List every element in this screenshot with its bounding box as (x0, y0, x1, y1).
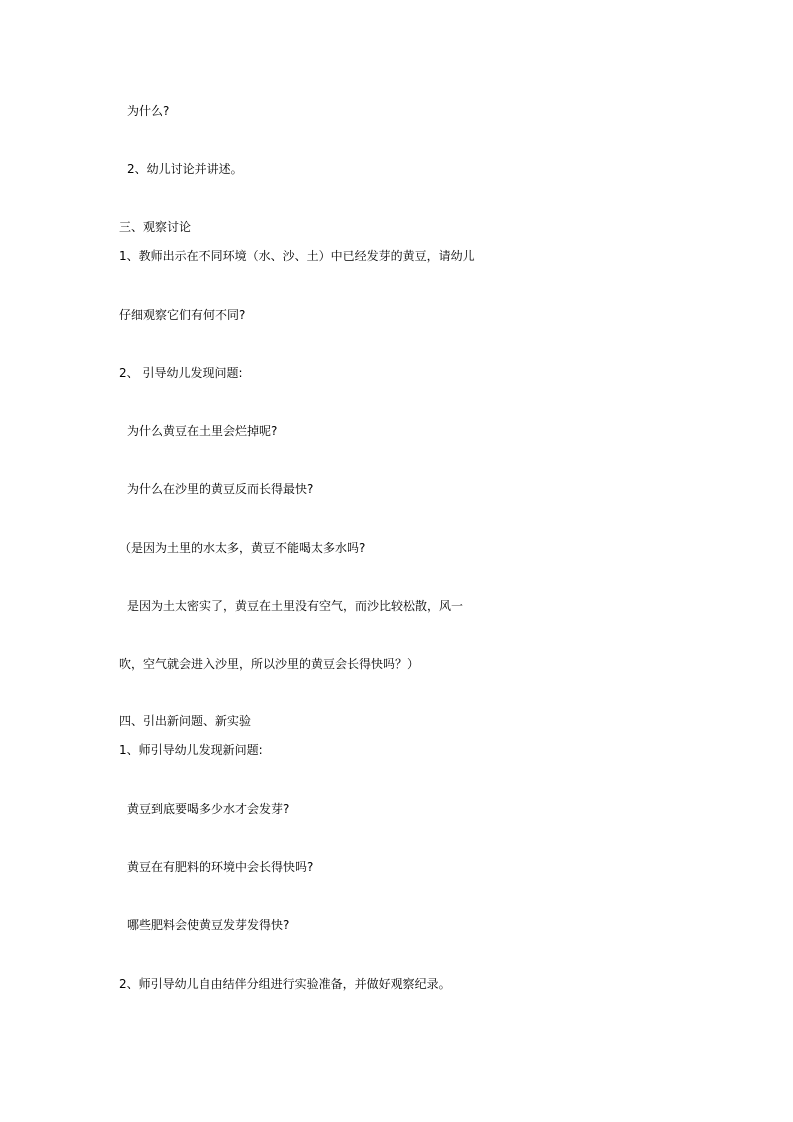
observe-difference-line: 仔细观察它们有何不同? (119, 308, 246, 322)
hypothesis-air-line: 是因为土太密实了，黄豆在土里没有空气，而沙比较松散，风一 (127, 599, 464, 613)
guide-discover-line: 2、 引导幼儿发现问题: (119, 366, 243, 380)
teacher-shows-line: 1、教师出示在不同环境（水、沙、土）中已经发芽的黄豆，请幼儿 (119, 249, 475, 263)
experiment-prep-line: 2、师引导幼儿自由结伴分组进行实验准备，并做好观察纪录。 (119, 977, 451, 991)
question-which-fertilizer-line: 哪些肥料会使黄豆发芽发得快? (127, 918, 290, 932)
children-discuss-line: 2、幼儿讨论并讲述。 (127, 162, 243, 176)
question-why-line: 为什么? (127, 104, 170, 118)
question-rot-line: 为什么黄豆在土里会烂掉呢? (127, 424, 278, 438)
guide-new-problem-line: 1、师引导幼儿发现新问题: (119, 743, 263, 757)
question-fertilizer-line: 黄豆在有肥料的环境中会长得快吗? (127, 860, 314, 874)
hypothesis-water-line: （是因为土里的水太多，黄豆不能喝太多水吗? (119, 541, 366, 555)
question-sand-line: 为什么在沙里的黄豆反而长得最快? (127, 482, 314, 496)
section-heading-observe: 三、观察讨论 (119, 220, 192, 234)
hypothesis-air-cont-line: 吹，空气就会进入沙里，所以沙里的黄豆会长得快吗？） (119, 657, 420, 671)
question-water-amount-line: 黄豆到底要喝多少水才会发芽? (127, 802, 290, 816)
section-heading-new-problem: 四、引出新问题、新实验 (119, 714, 252, 728)
